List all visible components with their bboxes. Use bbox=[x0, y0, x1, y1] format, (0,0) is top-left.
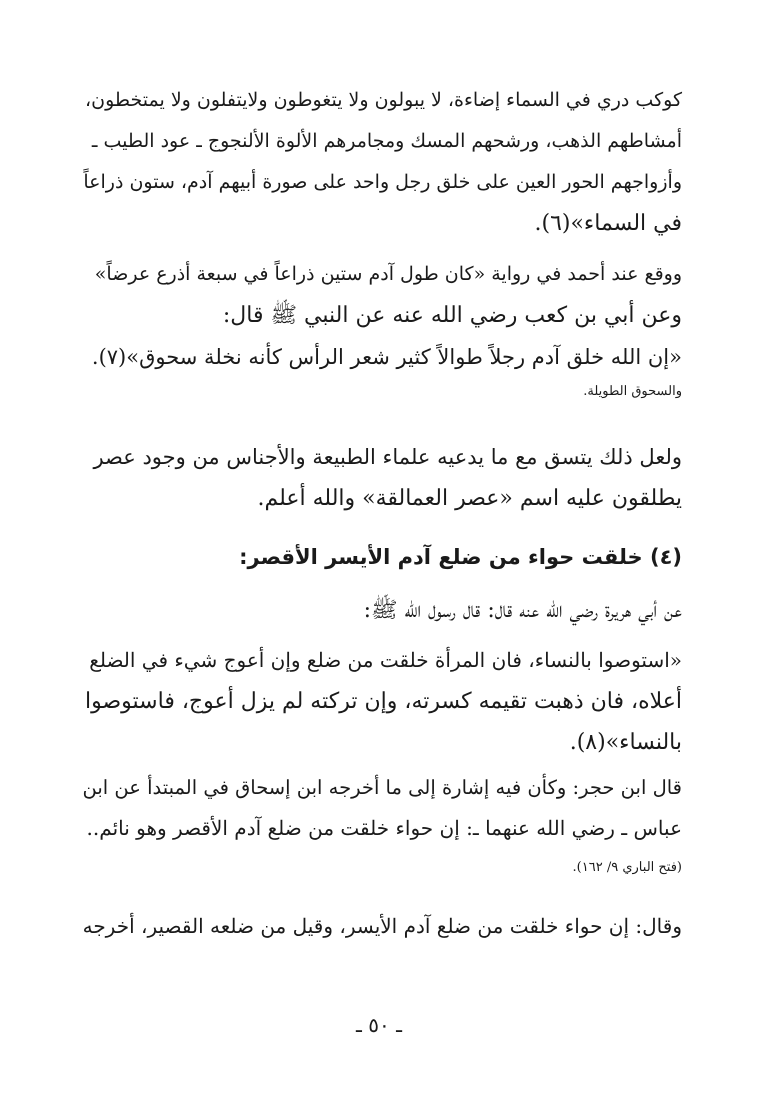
text-line: بالنساء»(٨). bbox=[569, 730, 682, 755]
text-line: «استوصوا بالنساء، فان المرأة خلقت من ضلع وإن أعوج شيء في الضلع bbox=[89, 648, 682, 672]
text-line: يطلقون عليه اسم «عصر العمالقة» والله أعلم. bbox=[257, 486, 682, 511]
text-line: عن أبي هريرة رضي الله عنه قال: قال رسول الله ﷺ: bbox=[363, 598, 682, 623]
text-line: أعلاه، فان ذهبت تقيمه كسرته، وإن تركته لم يزل أعوج، فاستوصوا bbox=[85, 689, 682, 714]
section-heading: (٤) خلقت حواء من ضلع آدم الأيسر الأقصر: bbox=[239, 545, 682, 569]
text-line: في السماء»(٦). bbox=[534, 211, 682, 236]
paragraph-5 bbox=[82, 590, 682, 631]
text-line: «إن الله خلق آدم رجلاً طوالاً كثير شعر الرأس كأنه نخلة سحوق»(٧). bbox=[91, 345, 682, 369]
text-line: قال ابن حجر: وكأن فيه إشارة إلى ما أخرجه ابن إسحاق في المبتدأ عن ابن bbox=[82, 776, 682, 799]
page-number: ـ ٥٠ ـ bbox=[356, 1013, 402, 1037]
text-line: وقال: إن حواء خلقت من ضلع آدم الأيسر، وقيل من ضلعه القصير، أخرجه bbox=[82, 914, 682, 938]
text-line: ووقع عند أحمد في رواية «كان طول آدم ستين ذراعاً في سبعة أذرع عرضاً» bbox=[94, 263, 682, 285]
paragraph-3 bbox=[82, 337, 682, 378]
paragraph-1 bbox=[82, 80, 682, 244]
paragraph-6 bbox=[82, 640, 682, 763]
paragraph-7 bbox=[82, 767, 682, 849]
text-line: عباس ـ رضي الله عنهما ـ: إن حواء خلقت من ضلع آدم الأقصر وهو نائم.. bbox=[86, 816, 682, 840]
text-line: كوكب دري في السماء إضاءة، لا يبولون ولا يتغوطون ولايتفلون ولا يمتخطون، bbox=[85, 89, 682, 111]
text-line: ولعل ذلك يتسق مع ما يدعيه علماء الطبيعة والأجناس من وجود عصر bbox=[93, 445, 682, 469]
paragraph-2 bbox=[82, 254, 682, 336]
text-line: أمشاطهم الذهب، ورشحهم المسك ومجامرهم الألوة الألنجوج ـ عود الطيب ـ bbox=[91, 130, 682, 152]
citation-note: (فتح الباري ٩/ ١٦٢). bbox=[572, 860, 682, 875]
text-line: وعن أبي بن كعب رضي الله عنه عن النبي ﷺ قال: bbox=[222, 303, 682, 328]
text-line: وأزواجهم الحور العين على خلق رجل واحد على صورة أبيهم آدم، ستون ذراعاً bbox=[83, 171, 682, 193]
paragraph-8 bbox=[82, 906, 682, 947]
footnote-gloss: والسحوق الطويلة. bbox=[583, 384, 682, 399]
paragraph-4 bbox=[82, 437, 682, 519]
